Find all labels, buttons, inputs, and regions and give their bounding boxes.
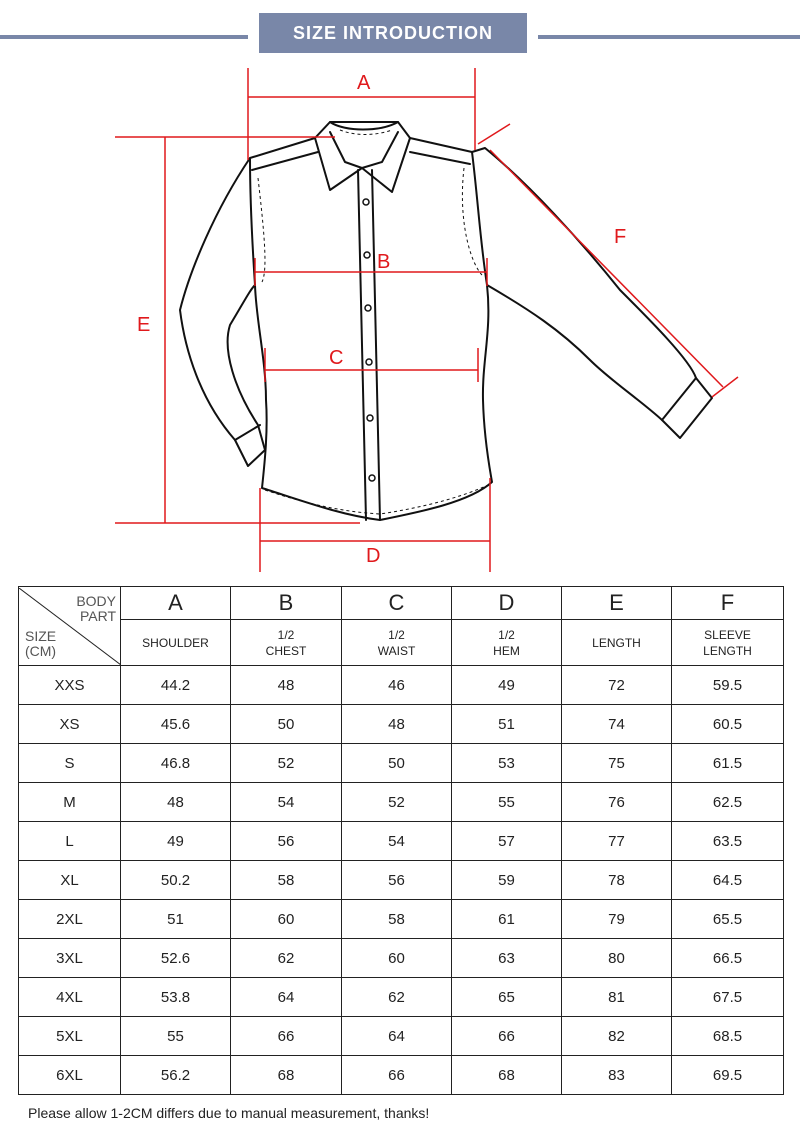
- header-rule-left: [0, 35, 248, 39]
- section-title: SIZE INTRODUCTION: [259, 13, 527, 53]
- measurement-value: 57: [452, 822, 562, 861]
- measurement-value: 53: [452, 744, 562, 783]
- measurement-value: 55: [121, 1017, 231, 1056]
- measurement-value: 68.5: [672, 1017, 784, 1056]
- measurement-value: 63.5: [672, 822, 784, 861]
- measurement-value: 58: [231, 861, 342, 900]
- size-label: 3XL: [19, 939, 121, 978]
- measurement-value: 76: [562, 783, 672, 822]
- table-row: [19, 861, 784, 900]
- measurement-value: 65.5: [672, 900, 784, 939]
- measurement-value: 62.5: [672, 783, 784, 822]
- label-d: D: [366, 545, 381, 567]
- measurement-note: Please allow 1-2CM differs due to manual measurement, thanks!: [28, 1105, 430, 1121]
- measurement-value: 68: [231, 1056, 342, 1095]
- table-row: [19, 666, 784, 705]
- column-name: 1/2 CHEST: [231, 620, 342, 666]
- label-f: F: [614, 226, 627, 248]
- measurement-value: 56: [342, 861, 452, 900]
- table-header-names: [19, 620, 784, 666]
- measurement-value: 44.2: [121, 666, 231, 705]
- size-chart-table: [18, 586, 784, 1095]
- column-letter: C: [342, 587, 452, 620]
- size-label: 2XL: [19, 900, 121, 939]
- measurement-value: 54: [231, 783, 342, 822]
- measurement-value: 68: [452, 1056, 562, 1095]
- measurement-value: 75: [562, 744, 672, 783]
- measurement-value: 60: [342, 939, 452, 978]
- corner-unit: (CM): [25, 642, 57, 659]
- measurement-value: 53.8: [121, 978, 231, 1017]
- size-label: XL: [19, 861, 121, 900]
- column-name: 1/2 WAIST: [342, 620, 452, 666]
- corner-part: PART: [79, 607, 116, 624]
- measurement-value: 45.6: [121, 705, 231, 744]
- column-name: SLEEVE LENGTH: [672, 620, 784, 666]
- measurement-value: 56.2: [121, 1056, 231, 1095]
- measurement-value: 80: [562, 939, 672, 978]
- measurement-value: 46.8: [121, 744, 231, 783]
- measurement-value: 52: [342, 783, 452, 822]
- size-label: L: [19, 822, 121, 861]
- size-label: 5XL: [19, 1017, 121, 1056]
- measurement-value: 83: [562, 1056, 672, 1095]
- measurement-value: 55: [452, 783, 562, 822]
- measurement-value: 64: [342, 1017, 452, 1056]
- header-rule-right: [538, 35, 800, 39]
- measurement-value: 58: [342, 900, 452, 939]
- size-label: XS: [19, 705, 121, 744]
- measurement-value: 72: [562, 666, 672, 705]
- measurement-value: 56: [231, 822, 342, 861]
- table-corner-cell: [19, 587, 121, 666]
- table-row: [19, 900, 784, 939]
- measurement-value: 52.6: [121, 939, 231, 978]
- measurement-value: 49: [121, 822, 231, 861]
- measurement-value: 60.5: [672, 705, 784, 744]
- label-a: A: [357, 72, 371, 94]
- label-e: E: [137, 314, 151, 336]
- column-letter: E: [562, 587, 672, 620]
- table-header-letters: [19, 587, 784, 620]
- measurement-value: 51: [121, 900, 231, 939]
- shirt-outline-icon: [180, 122, 712, 520]
- measurement-value: 64: [231, 978, 342, 1017]
- column-name: SHOULDER: [121, 620, 231, 666]
- measurement-value: 59.5: [672, 666, 784, 705]
- measurement-value: 48: [121, 783, 231, 822]
- measurement-value: 59: [452, 861, 562, 900]
- table-row: [19, 1056, 784, 1095]
- measurement-value: 50.2: [121, 861, 231, 900]
- column-name: 1/2 HEM: [452, 620, 562, 666]
- measurement-value: 52: [231, 744, 342, 783]
- corner-body: BODY: [76, 592, 116, 609]
- size-rows: [19, 666, 784, 1095]
- column-letter: D: [452, 587, 562, 620]
- label-c: C: [329, 347, 344, 369]
- measurement-value: 67.5: [672, 978, 784, 1017]
- corner-size: SIZE: [25, 627, 57, 644]
- table-row: [19, 1017, 784, 1056]
- measurement-value: 66: [231, 1017, 342, 1056]
- table-row: [19, 978, 784, 1017]
- shirt-measurement-diagram: [0, 60, 800, 580]
- column-letter: A: [121, 587, 231, 620]
- size-label: M: [19, 783, 121, 822]
- table-row: [19, 783, 784, 822]
- measurement-value: 50: [342, 744, 452, 783]
- measurement-value: 81: [562, 978, 672, 1017]
- measurement-value: 66: [452, 1017, 562, 1056]
- size-label: 4XL: [19, 978, 121, 1017]
- measurement-value: 66.5: [672, 939, 784, 978]
- measurement-value: 48: [231, 666, 342, 705]
- label-b: B: [377, 251, 391, 273]
- measurement-value: 62: [342, 978, 452, 1017]
- measurement-value: 49: [452, 666, 562, 705]
- measurement-value: 61.5: [672, 744, 784, 783]
- measurement-value: 69.5: [672, 1056, 784, 1095]
- table-row: [19, 705, 784, 744]
- table-row: [19, 822, 784, 861]
- measurement-value: 65: [452, 978, 562, 1017]
- table-row: [19, 939, 784, 978]
- measurement-value: 48: [342, 705, 452, 744]
- measurement-value: 54: [342, 822, 452, 861]
- measurement-value: 61: [452, 900, 562, 939]
- column-letter: F: [672, 587, 784, 620]
- measurement-value: 50: [231, 705, 342, 744]
- size-label: XXS: [19, 666, 121, 705]
- measurement-value: 79: [562, 900, 672, 939]
- size-label: S: [19, 744, 121, 783]
- measurement-value: 64.5: [672, 861, 784, 900]
- measurement-value: 77: [562, 822, 672, 861]
- measurement-value: 62: [231, 939, 342, 978]
- size-label: 6XL: [19, 1056, 121, 1095]
- measurement-value: 60: [231, 900, 342, 939]
- measurement-value: 74: [562, 705, 672, 744]
- measurement-value: 82: [562, 1017, 672, 1056]
- column-name: LENGTH: [562, 620, 672, 666]
- table-row: [19, 744, 784, 783]
- measurement-value: 46: [342, 666, 452, 705]
- measurement-value: 78: [562, 861, 672, 900]
- measurement-lines: [115, 68, 738, 572]
- measurement-value: 63: [452, 939, 562, 978]
- column-letter: B: [231, 587, 342, 620]
- measurement-value: 51: [452, 705, 562, 744]
- measurement-value: 66: [342, 1056, 452, 1095]
